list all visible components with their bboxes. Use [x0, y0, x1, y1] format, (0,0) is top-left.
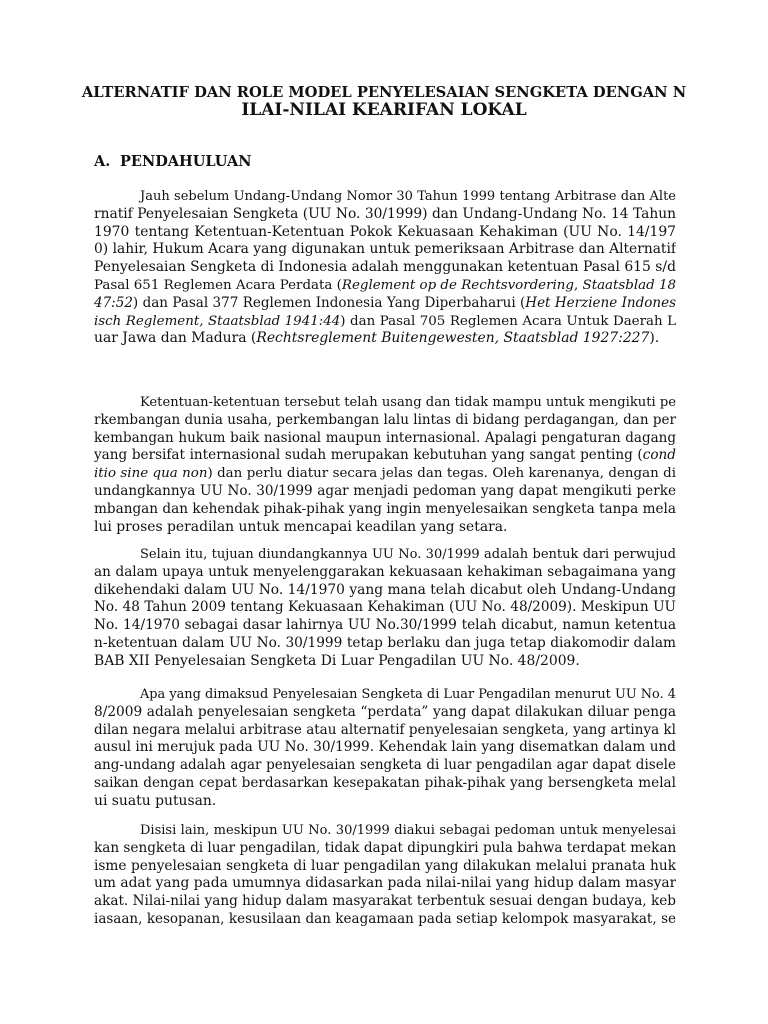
text-run: Pasal 651 Reglemen Acara Perdata (	[94, 277, 342, 293]
text-line: kan sengketa di luar pengadilan, tidak dapat dipungkiri pula bahwa terdapat mekan	[94, 839, 676, 856]
text-line: dilan negara melalui arbitrase atau alternatif penyelesaian sengketa, yang artinya kl	[94, 721, 676, 738]
italic-phrase: itio sine qua non	[94, 466, 208, 482]
text-line	[94, 295, 676, 313]
text-line	[94, 313, 676, 331]
text-line: iasaan, kesopanan, kesusilaan dan keagamaan pada setiap kelompok masyarakat, se	[94, 910, 676, 927]
title-line: ILAI-NILAI KEARIFAN LOKAL	[241, 101, 527, 120]
section-label: PENDAHULUAN	[120, 153, 252, 170]
text-line: 0) lahir, Hukum Acara yang digunakan untuk pemeriksaan Arbitrase dan Alternatif	[94, 241, 676, 258]
text-line: Jauh sebelum Undang-Undang Nomor 30 Tahun 1999 tentang Arbitrase dan Alte	[140, 189, 676, 204]
text-line	[94, 277, 676, 295]
title-line: ALTERNATIF DAN ROLE MODEL PENYELESAIAN SENGKETA DENGAN N	[81, 84, 687, 101]
text-line	[94, 447, 676, 465]
text-line: 1970 tentang Ketentuan-Ketentuan Pokok Kekuasaan Kehakiman (UU No. 14/197	[94, 223, 676, 240]
text-line: BAB XII Penyelesaian Sengketa Di Luar Pengadilan UU No. 48/2009.	[94, 652, 580, 669]
document-title	[80, 84, 688, 120]
paragraph-5	[94, 822, 676, 929]
italic-citation: 47:52	[94, 294, 133, 311]
text-line: n-ketentuan dalam UU No. 30/1999 tetap berlaku dan juga tetap diakomodir dalam	[94, 634, 676, 651]
paragraph-3	[94, 546, 676, 671]
section-heading	[94, 152, 251, 172]
text-line: kembangan hukum baik nasional maupun internasional. Apalagi pengaturan dagang	[94, 429, 676, 446]
paragraph-1	[94, 188, 676, 348]
text-line: um adat yang pada umumnya didasarkan pada nilai-nilai yang hidup dalam masyar	[94, 875, 676, 892]
text-line: akat. Nilai-nilai yang hidup dalam masyarakat terbentuk sesuai dengan budaya, keb	[94, 893, 676, 910]
text-run: ) dan perlu diatur secara jelas dan tegas. Oleh karenanya, dengan di	[207, 466, 676, 482]
text-line: saikan dengan cepat berdasarkan kesepakatan pihak-pihak yang bersengketa melal	[94, 774, 676, 791]
text-line: isme penyelesaian sengketa di luar pengadilan yang dilakukan melalui pranata huk	[94, 857, 676, 874]
text-line: No. 14/1970 sebagai dasar lahirnya UU No.30/1999 telah dicabut, namun ketentua	[94, 617, 676, 634]
text-line: ui suatu putusan.	[94, 792, 217, 809]
text-run: ,	[573, 277, 583, 293]
italic-citation: Rechtsreglement Buitengewesten, Staatsblad 1927:227	[256, 330, 650, 347]
text-line: rkembangan dunia usaha, perkembangan lalu lintas di bidang perdagangan, dan per	[94, 411, 676, 428]
text-line: Selain itu, tujuan diundangkannya UU No. 30/1999 adalah bentuk dari perwujud	[140, 547, 676, 562]
text-run: uar Jawa dan Madura (	[94, 330, 257, 347]
text-line	[94, 330, 676, 348]
text-line: lui proses peradilan untuk mencapai keadilan yang setara.	[94, 518, 508, 535]
text-line: No. 48 Tahun 2009 tentang Kekuasaan Kehakiman (UU No. 48/2009). Meskipun UU	[94, 599, 676, 616]
section-number: A.	[94, 153, 111, 170]
text-line: Disisi lain, meskipun UU No. 30/1999 diakui sebagai pedoman untuk menyelesai	[140, 823, 676, 838]
text-line: Apa yang dimaksud Penyelesaian Sengketa di Luar Pengadilan menurut UU No. 4	[140, 687, 676, 702]
italic-citation: Staatsblad 18	[582, 277, 676, 293]
italic-phrase: cond	[642, 447, 676, 464]
text-line: an dalam upaya untuk menyelenggarakan kekuasaan kehakiman sebagaimana yang	[94, 563, 676, 580]
text-line: ang-undang adalah agar penyelesaian sengketa di luar pengadilan agar dapat disele	[94, 757, 676, 774]
italic-citation: Het Herziene Indones	[525, 294, 676, 311]
text-run: ) dan Pasal 377 Reglemen Indonesia Yang Diperbaharui (	[132, 294, 526, 311]
italic-citation: isch Reglement, Staatsblad 1941:44	[94, 313, 341, 329]
text-line: 8/2009 adalah penyelesaian sengketa “perdata” yang dapat dilakukan diluar penga	[94, 703, 676, 720]
text-run: ).	[649, 330, 660, 347]
paragraph-2	[94, 394, 676, 536]
italic-citation: Reglement op de Rechtsvordering	[341, 277, 574, 293]
text-line: dikehendaki dalam UU No. 14/1970 yang mana telah dicabut oleh Undang-Undang	[94, 581, 676, 598]
text-line: mbangan dan kehendak pihak-pihak yang ingin menyelesaikan sengketa tanpa mela	[94, 500, 676, 517]
text-line: Penyelesaian Sengketa di Indonesia adalah menggunakan ketentuan Pasal 615 s/d	[94, 259, 676, 276]
text-line: Ketentuan-ketentuan tersebut telah usang dan tidak mampu untuk mengikuti pe	[140, 395, 676, 410]
text-line: undangkannya UU No. 30/1999 agar menjadi pedoman yang dapat mengikuti perke	[94, 482, 676, 499]
text-line	[94, 465, 676, 483]
text-run: yang bersifat internasional sudah merupakan kebutuhan yang sangat penting (	[94, 447, 643, 464]
text-run: ) dan Pasal 705 Reglemen Acara Untuk Daerah L	[340, 313, 676, 329]
text-line: rnatif Penyelesaian Sengketa (UU No. 30/1999) dan Undang-Undang No. 14 Tahun	[94, 205, 676, 222]
paragraph-4	[94, 686, 676, 811]
text-line: ausul ini merujuk pada UU No. 30/1999. Kehendak lain yang disematkan dalam und	[94, 739, 676, 756]
